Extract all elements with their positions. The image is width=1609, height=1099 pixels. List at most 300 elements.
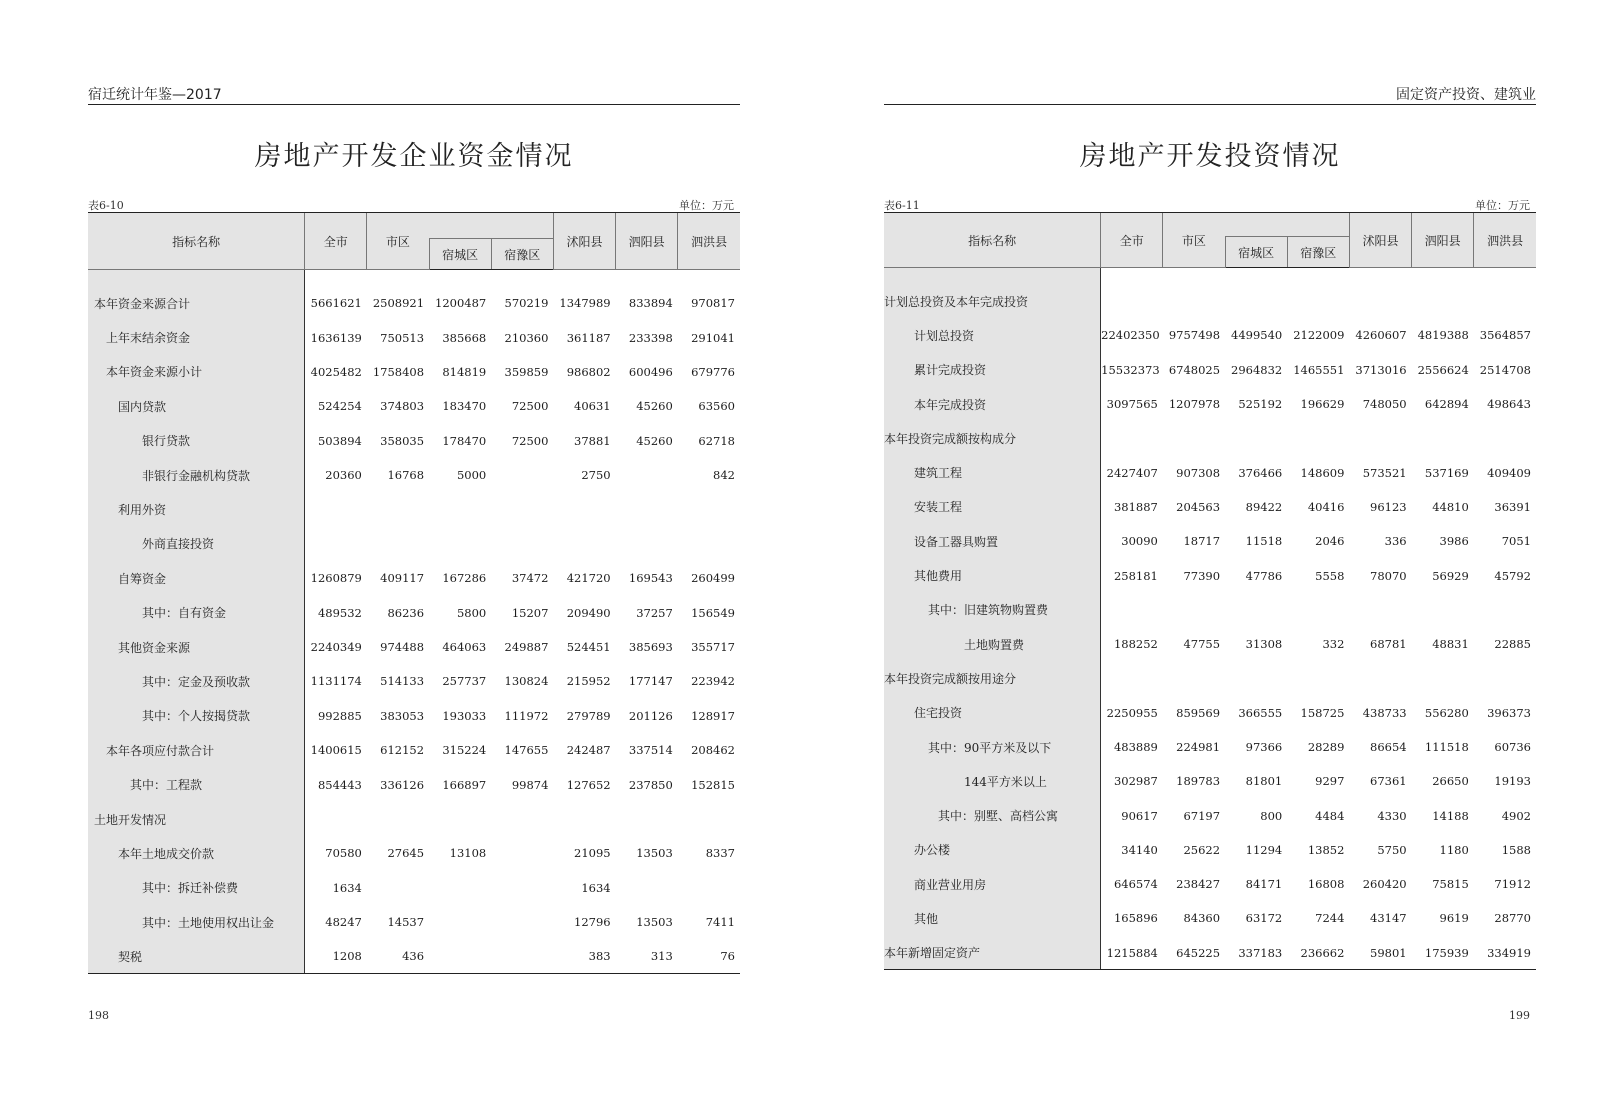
cell: 34140	[1121, 842, 1158, 857]
table-row	[88, 905, 740, 939]
row-label: 其他费用	[884, 558, 1101, 592]
cell: 189783	[1176, 774, 1221, 789]
cell	[1163, 421, 1225, 455]
row-label: 本年投资完成额按构成分	[884, 421, 1101, 455]
cell: 642894	[1424, 397, 1469, 412]
cell: 854443	[317, 777, 362, 792]
cell: 1200487	[435, 296, 487, 311]
cell: 13503	[636, 915, 673, 930]
row-label: 外商直接投资	[88, 527, 305, 561]
cell	[429, 527, 491, 561]
cell: 1208	[305, 939, 367, 973]
row-label: 其中：土地使用权出让金	[88, 905, 305, 939]
cell: 89422	[1245, 499, 1283, 514]
row-label: 利用外资	[88, 492, 305, 526]
running-head: 固定资产投资、建筑业	[884, 84, 1536, 105]
table-row	[88, 871, 740, 905]
row-label: 其中：定金及预收款	[88, 664, 305, 698]
table-row	[88, 561, 740, 595]
cell	[429, 939, 491, 973]
cell: 128917	[691, 708, 735, 723]
table-meta	[88, 197, 740, 211]
cell	[367, 802, 429, 836]
cell	[305, 270, 367, 287]
table-row	[884, 558, 1536, 592]
cell: 1215884	[1101, 936, 1163, 970]
cell: 68781	[1370, 637, 1407, 652]
cell	[1163, 661, 1225, 695]
cell	[616, 802, 678, 836]
cell: 814819	[442, 364, 487, 379]
cell: 71912	[1494, 877, 1531, 892]
cell: 204563	[1176, 499, 1221, 514]
table-row	[884, 318, 1536, 352]
cell	[1474, 421, 1536, 455]
cell: 679776	[691, 364, 735, 379]
cell: 223942	[691, 674, 735, 689]
left-page	[88, 0, 740, 1099]
cell: 750513	[380, 330, 425, 345]
cell: 1260879	[310, 571, 362, 586]
cell	[616, 871, 678, 905]
row-label: 本年新增固定资产	[884, 936, 1101, 970]
table-row	[884, 387, 1536, 421]
cell: 315224	[442, 743, 487, 758]
row-label: 本年资金来源合计	[88, 286, 305, 320]
cell: 4260607	[1355, 328, 1407, 343]
cell	[1101, 593, 1163, 627]
cell	[553, 492, 615, 526]
right-page	[884, 0, 1536, 1099]
cell: 525192	[1238, 397, 1283, 412]
cell	[553, 527, 615, 561]
cell	[1287, 268, 1349, 285]
cell: 5661621	[310, 296, 362, 311]
cell: 156549	[691, 605, 735, 620]
cell	[1225, 284, 1287, 318]
cell: 1634	[332, 880, 362, 895]
cell: 537169	[1424, 465, 1469, 480]
cell: 56929	[1432, 568, 1469, 583]
cell: 47755	[1183, 637, 1221, 652]
header-suchengqu: 宿城区	[1225, 237, 1287, 268]
cell	[367, 527, 429, 561]
cell: 3986	[1439, 534, 1469, 549]
cell: 16808	[1307, 877, 1345, 892]
cell: 44810	[1432, 499, 1469, 514]
cell	[1287, 421, 1349, 455]
row-label: 其中：工程款	[88, 767, 305, 801]
cell: 986802	[566, 364, 611, 379]
cell: 383053	[380, 708, 425, 723]
cell: 249887	[504, 640, 549, 655]
cell: 361187	[566, 330, 611, 345]
cell: 2250955	[1106, 705, 1158, 720]
cell	[1349, 421, 1411, 455]
cell	[1474, 284, 1536, 318]
cell: 358035	[380, 433, 425, 448]
cell: 334919	[1474, 936, 1536, 970]
cell	[1349, 284, 1411, 318]
cell: 573521	[1362, 465, 1407, 480]
table-row	[88, 355, 740, 389]
cell: 19193	[1494, 774, 1531, 789]
cell: 464063	[442, 640, 487, 655]
header-sihong: 泗洪县	[1474, 213, 1536, 268]
cell: 2427407	[1106, 465, 1158, 480]
cell: 14537	[387, 915, 425, 930]
cell	[491, 270, 553, 287]
row-label: 上年末结余资金	[88, 320, 305, 354]
cell: 70580	[325, 846, 362, 861]
cell: 2514708	[1479, 362, 1531, 377]
cell	[491, 939, 553, 973]
row-label: 其他	[884, 901, 1101, 935]
cell: 503894	[317, 433, 362, 448]
cell: 14188	[1432, 808, 1469, 823]
cell: 63172	[1245, 911, 1283, 926]
cell: 4330	[1377, 808, 1407, 823]
cell	[1349, 661, 1411, 695]
cell: 147655	[504, 743, 549, 758]
cell: 2750	[581, 468, 611, 483]
table-row	[88, 320, 740, 354]
cell	[1225, 421, 1287, 455]
cell: 215952	[566, 674, 611, 689]
table-row	[88, 733, 740, 767]
cell: 40631	[574, 399, 611, 414]
row-label: 办公楼	[884, 833, 1101, 867]
table-unit: 单位：万元	[1475, 199, 1530, 212]
cell: 72500	[511, 433, 549, 448]
cell	[1287, 593, 1349, 627]
cell: 63560	[698, 399, 735, 414]
cell	[1163, 593, 1225, 627]
row-label: 非银行金融机构贷款	[88, 458, 305, 492]
cell: 336126	[380, 777, 425, 792]
cell: 90617	[1121, 808, 1158, 823]
row-label: 其他资金来源	[88, 630, 305, 664]
cell	[1474, 661, 1536, 695]
table-row	[88, 596, 740, 630]
row-label: 其中：拆迁补偿费	[88, 871, 305, 905]
cell: 842	[713, 468, 735, 483]
cell: 45260	[636, 399, 673, 414]
cell	[1163, 284, 1225, 318]
cell: 78070	[1370, 568, 1407, 583]
cell: 47786	[1245, 568, 1283, 583]
cell: 4902	[1501, 808, 1531, 823]
cell	[429, 871, 491, 905]
cell: 409409	[1487, 465, 1531, 480]
cell: 15207	[511, 605, 549, 620]
cell: 45260	[636, 433, 673, 448]
cell	[491, 905, 553, 939]
cell	[367, 871, 429, 905]
row-label: 国内贷款	[88, 389, 305, 423]
cell	[491, 836, 553, 870]
cell	[678, 270, 740, 287]
header-urban-span	[429, 213, 553, 239]
row-label: 土地购置费	[884, 627, 1101, 661]
cell: 201126	[628, 708, 673, 723]
cell: 84360	[1183, 911, 1221, 926]
cell: 974488	[380, 640, 425, 655]
cell	[367, 270, 429, 287]
cell	[1225, 268, 1287, 285]
cell: 260420	[1362, 877, 1407, 892]
cell: 178470	[442, 433, 487, 448]
cell: 1636139	[310, 330, 362, 345]
table-row	[884, 353, 1536, 387]
cell	[1287, 284, 1349, 318]
cell: 28289	[1307, 740, 1345, 754]
cell: 72500	[511, 399, 549, 414]
table-row	[884, 421, 1536, 455]
cell: 86236	[387, 605, 425, 620]
cell	[553, 802, 615, 836]
header-suchengqu: 宿城区	[429, 239, 491, 270]
cell: 9619	[1439, 911, 1469, 926]
cell: 152815	[691, 777, 735, 792]
row-label: 契税	[88, 939, 305, 973]
cell: 48831	[1432, 637, 1469, 652]
cell: 11518	[1245, 534, 1283, 549]
cell: 169543	[628, 571, 673, 586]
header-siyang: 泗阳县	[1412, 213, 1474, 268]
row-label: 其中：旧建筑物购置费	[884, 593, 1101, 627]
cell: 279789	[566, 708, 611, 723]
cell: 148609	[1300, 465, 1345, 480]
cell: 15532373	[1101, 362, 1160, 377]
cell: 907308	[1176, 465, 1221, 480]
cell: 62718	[698, 433, 735, 448]
table-row	[884, 490, 1536, 524]
row-label: 安装工程	[884, 490, 1101, 524]
row-label: 土地开发情况	[88, 802, 305, 836]
cell: 193033	[442, 708, 487, 723]
cell: 2240349	[310, 640, 362, 655]
table-row	[88, 802, 740, 836]
cell: 376466	[1238, 465, 1283, 480]
cell: 59801	[1349, 936, 1411, 970]
cell: 81801	[1245, 774, 1283, 789]
row-label: 其中：自有资金	[88, 596, 305, 630]
cell: 800	[1260, 808, 1283, 823]
cell: 196629	[1300, 397, 1345, 412]
table-row	[88, 458, 740, 492]
cell: 258181	[1113, 568, 1158, 583]
cell: 7051	[1501, 534, 1531, 549]
row-label: 本年资金来源小计	[88, 355, 305, 389]
cell	[491, 492, 553, 526]
cell: 84171	[1245, 877, 1283, 892]
cell: 48247	[325, 915, 362, 930]
page-number: 198	[88, 1009, 109, 1022]
cell: 188252	[1113, 637, 1158, 652]
row-label: 其中：90平方米及以下	[884, 730, 1101, 764]
cell	[1101, 268, 1163, 285]
cell: 4484	[1315, 808, 1345, 823]
cell: 31308	[1245, 637, 1283, 652]
table-row	[884, 593, 1536, 627]
header-siyang: 泗阳县	[616, 213, 678, 270]
table-row	[884, 833, 1536, 867]
cell: 748050	[1362, 397, 1407, 412]
cell: 570219	[504, 296, 549, 311]
cell: 21095	[574, 846, 611, 861]
header-suyuqu: 宿豫区	[491, 239, 553, 270]
cell	[305, 492, 367, 526]
header-name: 指标名称	[88, 213, 305, 270]
cell	[491, 871, 553, 905]
table-row	[88, 492, 740, 526]
cell: 36391	[1494, 499, 1531, 514]
table-row	[884, 901, 1536, 935]
cell: 260499	[691, 571, 735, 586]
cell: 77390	[1183, 568, 1221, 583]
cell: 166897	[442, 777, 487, 792]
cell: 183470	[442, 399, 487, 414]
cell: 22885	[1494, 637, 1531, 652]
table-number: 表6-11	[884, 199, 920, 212]
table-row	[884, 867, 1536, 901]
cell: 3564857	[1479, 328, 1531, 343]
cell: 859569	[1176, 705, 1221, 720]
table-row	[88, 527, 740, 561]
cell: 111518	[1424, 740, 1469, 754]
table-row	[884, 798, 1536, 832]
cell: 385693	[628, 640, 673, 655]
table-meta	[884, 197, 1536, 211]
row-label: 其中：个人按揭贷款	[88, 699, 305, 733]
cell: 67197	[1183, 808, 1221, 823]
header-suyuqu: 宿豫区	[1287, 237, 1349, 268]
cell: 374803	[380, 399, 425, 414]
row-label: 银行贷款	[88, 424, 305, 458]
running-head: 宿迁统计年鉴—2017	[88, 84, 740, 105]
cell: 27645	[387, 846, 425, 861]
header-all: 全市	[305, 213, 367, 270]
cell	[1474, 593, 1536, 627]
table-row	[884, 696, 1536, 730]
cell: 337514	[628, 743, 673, 758]
cell	[1225, 593, 1287, 627]
cell: 25622	[1183, 842, 1221, 857]
cell: 438733	[1362, 705, 1407, 720]
cell: 236662	[1287, 936, 1349, 970]
cell	[429, 802, 491, 836]
table-row	[884, 524, 1536, 558]
cell: 2964832	[1231, 362, 1283, 377]
cell	[491, 527, 553, 561]
cell: 1588	[1501, 842, 1531, 857]
cell: 8337	[705, 846, 735, 861]
cell: 992885	[317, 708, 362, 723]
cell	[491, 802, 553, 836]
cell: 645225	[1163, 936, 1225, 970]
page-number: 199	[1509, 1009, 1530, 1022]
cell: 237850	[628, 777, 673, 792]
cell: 302987	[1113, 774, 1158, 789]
cell: 9297	[1315, 774, 1345, 789]
cell	[429, 905, 491, 939]
table-row	[884, 284, 1536, 318]
cell: 336	[1384, 534, 1407, 549]
cell: 396373	[1487, 705, 1531, 720]
cell: 385668	[442, 330, 487, 345]
row-label: 计划总投资	[884, 318, 1101, 352]
cell: 257737	[442, 674, 487, 689]
cell: 12796	[574, 915, 611, 930]
cell: 97366	[1245, 740, 1283, 754]
cell: 75815	[1432, 877, 1469, 892]
cell: 233398	[628, 330, 673, 345]
table-row	[88, 939, 740, 973]
cell: 332	[1322, 637, 1345, 652]
cell: 30090	[1121, 534, 1158, 549]
cell	[616, 458, 678, 492]
row-label: 设备工器具购置	[884, 524, 1101, 558]
cell: 498643	[1487, 397, 1531, 412]
cell: 177147	[628, 674, 673, 689]
cell	[305, 802, 367, 836]
table-unit: 单位：万元	[679, 199, 734, 212]
cell: 76	[678, 939, 740, 973]
cell: 20360	[325, 468, 362, 483]
header-urban: 市区	[1163, 213, 1225, 268]
header-all: 全市	[1101, 213, 1163, 268]
cell: 2508921	[372, 296, 425, 311]
header-name: 指标名称	[884, 213, 1101, 268]
cell: 524254	[317, 399, 362, 414]
cell	[367, 492, 429, 526]
cell: 421720	[566, 571, 611, 586]
cell: 13852	[1307, 842, 1345, 857]
cell: 646574	[1113, 877, 1158, 892]
cell: 242487	[566, 743, 611, 758]
cell	[678, 492, 740, 526]
cell: 175939	[1412, 936, 1474, 970]
cell: 1347989	[559, 296, 611, 311]
row-label: 累计完成投资	[884, 353, 1101, 387]
cell: 514133	[380, 674, 425, 689]
cell: 2556624	[1417, 362, 1469, 377]
cell	[616, 270, 678, 287]
cell	[616, 492, 678, 526]
table-number: 表6-10	[88, 199, 124, 212]
cell: 13503	[636, 846, 673, 861]
cell	[678, 527, 740, 561]
cell: 158725	[1300, 705, 1345, 720]
cell: 37257	[636, 605, 673, 620]
table-row	[884, 764, 1536, 798]
cell	[491, 458, 553, 492]
cell: 833894	[628, 296, 673, 311]
header-shuyang: 沭阳县	[553, 213, 615, 270]
page-title: 房地产开发投资情况	[1079, 141, 1341, 172]
cell: 43147	[1370, 911, 1407, 926]
cell: 9757498	[1168, 328, 1221, 343]
cell: 355717	[691, 640, 735, 655]
cell: 556280	[1424, 705, 1469, 720]
cell: 99874	[511, 777, 549, 792]
cell: 489532	[317, 605, 362, 620]
cell: 26650	[1432, 774, 1469, 789]
table-row	[884, 455, 1536, 489]
table-row	[88, 836, 740, 870]
cell: 6748025	[1168, 362, 1221, 377]
